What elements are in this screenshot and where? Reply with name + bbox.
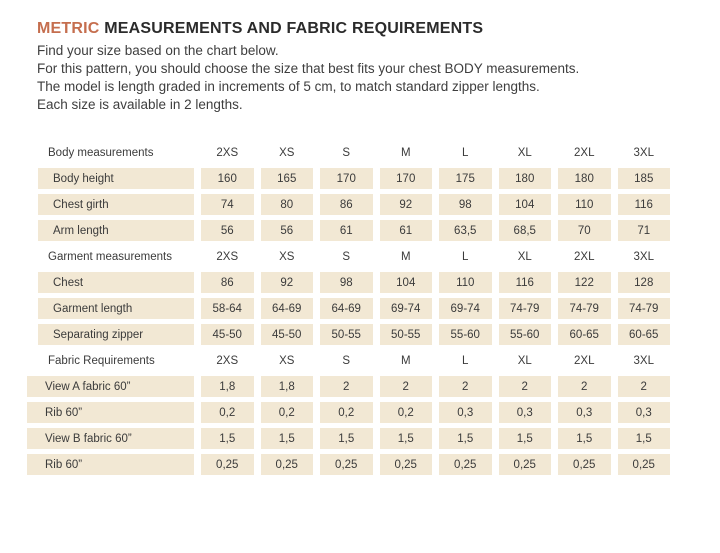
size-column-header: 2XS — [216, 354, 239, 367]
value-cell: 0,3 — [618, 402, 671, 423]
value-cell: 1,5 — [499, 428, 552, 449]
value-cell: 56 — [261, 220, 314, 241]
value-cell: 1,8 — [201, 376, 254, 397]
value-cell: 104 — [499, 194, 552, 215]
value-cell: 98 — [320, 272, 373, 293]
table-row — [27, 194, 670, 215]
size-chart-table — [27, 142, 670, 475]
value-cell: 128 — [618, 272, 671, 293]
table-row — [27, 454, 670, 475]
value-cell: 0,3 — [499, 402, 552, 423]
value-cell: 170 — [320, 168, 373, 189]
value-cell: 185 — [618, 168, 671, 189]
value-cell: 71 — [618, 220, 671, 241]
value-cell: 116 — [499, 272, 552, 293]
table-section — [27, 350, 670, 475]
value-cell: 1,8 — [261, 376, 314, 397]
table-section — [27, 246, 670, 345]
size-column-header: M — [400, 146, 411, 159]
value-cell: 64-69 — [261, 298, 314, 319]
value-cell: 0,25 — [380, 454, 433, 475]
value-cell: 2 — [380, 376, 433, 397]
value-cell: 2 — [499, 376, 552, 397]
table-row — [27, 220, 670, 241]
value-cell: 0,25 — [201, 454, 254, 475]
value-cell: 116 — [618, 194, 671, 215]
value-cell: 55-60 — [499, 324, 552, 345]
value-cell: 0,25 — [558, 454, 611, 475]
value-cell: 74-79 — [499, 298, 552, 319]
value-cell: 2 — [320, 376, 373, 397]
value-cell: 0,3 — [439, 402, 492, 423]
size-column-header: XL — [517, 354, 532, 367]
value-cell: 92 — [380, 194, 433, 215]
size-column-header: 2XS — [216, 250, 239, 263]
value-cell: 0,25 — [261, 454, 314, 475]
value-cell: 175 — [439, 168, 492, 189]
table-row — [27, 298, 670, 319]
table-row — [27, 324, 670, 345]
value-cell: 165 — [261, 168, 314, 189]
value-cell: 180 — [499, 168, 552, 189]
value-cell: 1,5 — [439, 428, 492, 449]
section-header-row — [27, 142, 670, 163]
value-cell: 2 — [558, 376, 611, 397]
value-cell: 68,5 — [499, 220, 552, 241]
table-row — [27, 428, 670, 449]
value-cell: 0,25 — [499, 454, 552, 475]
value-cell: 50-55 — [320, 324, 373, 345]
intro-line: Each size is available in 2 lengths. — [37, 97, 243, 112]
value-cell: 1,5 — [261, 428, 314, 449]
row-label: View A fabric 60” — [27, 376, 194, 397]
table-row — [27, 168, 670, 189]
intro-text — [37, 42, 720, 114]
size-column-header: XS — [279, 354, 295, 367]
size-column-header: XL — [517, 250, 532, 263]
value-cell: 1,5 — [558, 428, 611, 449]
value-cell: 74-79 — [558, 298, 611, 319]
value-cell: 0,2 — [261, 402, 314, 423]
value-cell: 98 — [439, 194, 492, 215]
size-column-header: S — [342, 250, 351, 263]
value-cell: 0,2 — [380, 402, 433, 423]
value-cell: 110 — [558, 194, 611, 215]
row-label: Rib 60” — [27, 454, 194, 475]
value-cell: 61 — [320, 220, 373, 241]
value-cell: 61 — [380, 220, 433, 241]
size-column-header: 2XL — [574, 250, 595, 263]
value-cell: 86 — [320, 194, 373, 215]
section-header-row — [27, 246, 670, 267]
intro-line: Find your size based on the chart below. — [37, 43, 279, 58]
row-label: Separating zipper — [38, 324, 194, 345]
size-column-header: 3XL — [633, 250, 654, 263]
value-cell: 86 — [201, 272, 254, 293]
value-cell: 180 — [558, 168, 611, 189]
size-column-header: M — [400, 354, 411, 367]
size-column-header: 3XL — [633, 354, 654, 367]
row-label: Chest girth — [38, 194, 194, 215]
row-label: Garment length — [38, 298, 194, 319]
row-label: Body height — [38, 168, 194, 189]
size-column-header: S — [342, 354, 351, 367]
value-cell: 56 — [201, 220, 254, 241]
value-cell: 110 — [439, 272, 492, 293]
value-cell: 2 — [618, 376, 671, 397]
value-cell: 170 — [380, 168, 433, 189]
value-cell: 58-64 — [201, 298, 254, 319]
value-cell: 0,2 — [201, 402, 254, 423]
value-cell: 45-50 — [201, 324, 254, 345]
value-cell: 0,25 — [618, 454, 671, 475]
page-title — [37, 20, 720, 38]
value-cell: 69-74 — [380, 298, 433, 319]
section-header-row — [27, 350, 670, 371]
value-cell: 69-74 — [439, 298, 492, 319]
value-cell: 63,5 — [439, 220, 492, 241]
value-cell: 2 — [439, 376, 492, 397]
value-cell: 1,5 — [380, 428, 433, 449]
section-header-label: Garment measurements — [48, 250, 172, 263]
size-column-header: XL — [517, 146, 532, 159]
table-row — [27, 376, 670, 397]
section-header-label: Fabric Requirements — [48, 354, 155, 367]
value-cell: 1,5 — [201, 428, 254, 449]
value-cell: 0,25 — [439, 454, 492, 475]
size-column-header: XS — [279, 146, 295, 159]
page-title-highlight: METRIC — [37, 20, 100, 37]
row-label: Chest — [38, 272, 194, 293]
table-section — [27, 142, 670, 241]
size-column-header: 2XS — [216, 146, 239, 159]
size-column-header: L — [462, 146, 469, 159]
intro-line: The model is length graded in increments of 5 cm, to match standard zipper lengths. — [37, 79, 540, 94]
row-label: View B fabric 60” — [27, 428, 194, 449]
value-cell: 1,5 — [618, 428, 671, 449]
value-cell: 70 — [558, 220, 611, 241]
size-column-header: S — [342, 146, 351, 159]
page-title-rest: MEASUREMENTS AND FABRIC REQUIREMENTS — [104, 20, 484, 37]
size-column-header: L — [462, 354, 469, 367]
size-column-header: 2XL — [574, 146, 595, 159]
size-column-header: M — [400, 250, 411, 263]
value-cell: 0,3 — [558, 402, 611, 423]
value-cell: 0,2 — [320, 402, 373, 423]
table-row — [27, 272, 670, 293]
size-column-header: 2XL — [574, 354, 595, 367]
size-column-header: XS — [279, 250, 295, 263]
row-label: Rib 60” — [27, 402, 194, 423]
value-cell: 50-55 — [380, 324, 433, 345]
row-label: Arm length — [38, 220, 194, 241]
value-cell: 74-79 — [618, 298, 671, 319]
section-header-label: Body measurements — [48, 146, 154, 159]
value-cell: 80 — [261, 194, 314, 215]
value-cell: 92 — [261, 272, 314, 293]
value-cell: 104 — [380, 272, 433, 293]
size-column-header: 3XL — [633, 146, 654, 159]
size-column-header: L — [462, 250, 469, 263]
value-cell: 45-50 — [261, 324, 314, 345]
table-row — [27, 402, 670, 423]
value-cell: 160 — [201, 168, 254, 189]
value-cell: 64-69 — [320, 298, 373, 319]
value-cell: 60-65 — [618, 324, 671, 345]
intro-line: For this pattern, you should choose the size that best fits your chest BODY measurements. — [37, 61, 580, 76]
value-cell: 0,25 — [320, 454, 373, 475]
value-cell: 55-60 — [439, 324, 492, 345]
value-cell: 1,5 — [320, 428, 373, 449]
value-cell: 122 — [558, 272, 611, 293]
value-cell: 60-65 — [558, 324, 611, 345]
value-cell: 74 — [201, 194, 254, 215]
